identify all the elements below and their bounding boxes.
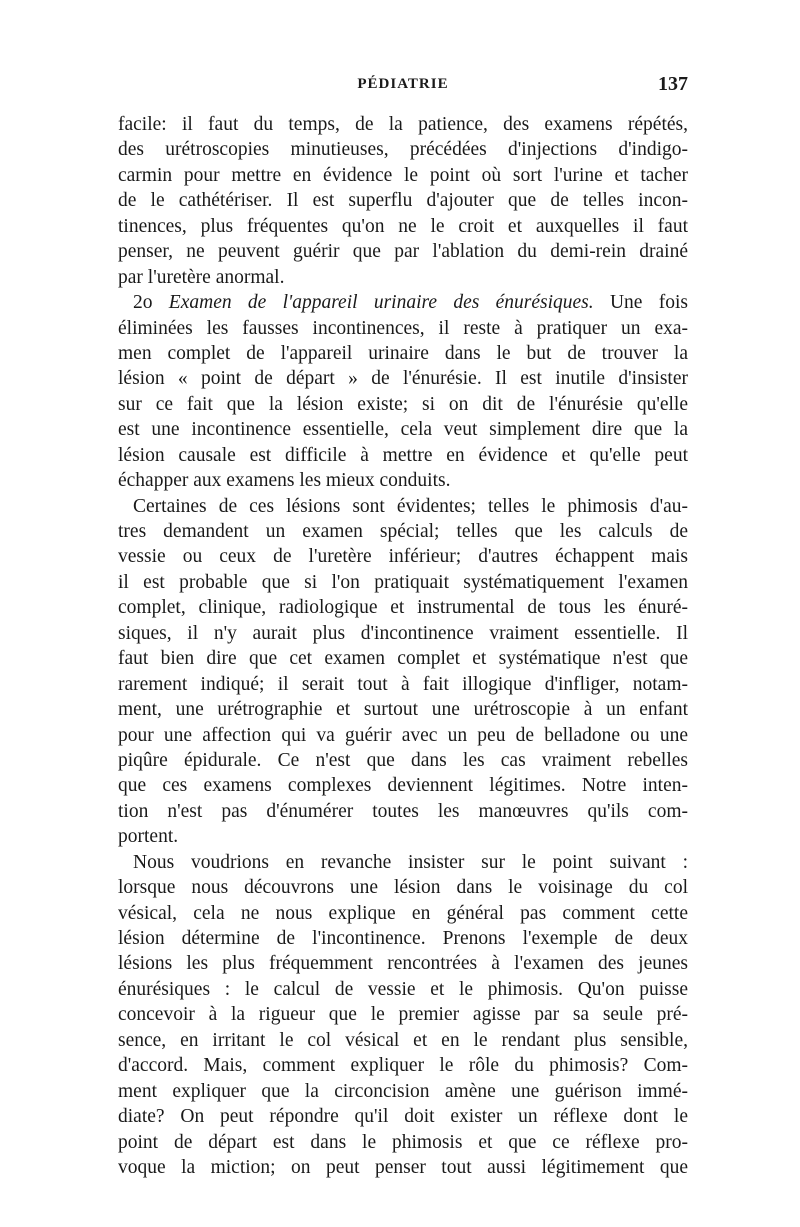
text-line: il est probable que si l'on pratiquait systématiquement l'examen: [118, 571, 688, 593]
text-line: est une incontinence essentielle, cela veut simplement dire que la: [118, 419, 688, 441]
text-line: point de départ est dans le phimosis et que ce réflexe pro-: [118, 1131, 688, 1153]
section-number: 2o: [133, 292, 169, 314]
text-line: lésion « point de départ » de l'énurésie. Il est inutile d'insister: [118, 368, 688, 390]
text-line: de le cathétériser. Il est superflu d'ajouter que de telles incon-: [118, 190, 688, 212]
text-line: échapper aux examens les mieux conduits.: [118, 470, 451, 492]
text-line: tres demandent un examen spécial; telles que les calculs de: [118, 521, 688, 542]
text-line: penser, ne peuvent guérir que par l'ablation du demi-rein drainé: [118, 241, 688, 263]
text-line: énurésiques : le calcul de vessie et le phimosis. Qu'on puisse: [118, 978, 688, 1000]
text-line: voque la miction; on peut penser tout aussi légitimement que: [118, 1156, 688, 1178]
section-heading-line: [118, 290, 688, 315]
text-line: Certaines de ces lésions sont évidentes; telles le phimosis d'au-: [133, 495, 688, 517]
section-title: Examen de l'appareil urinaire des énurésiques.: [168, 292, 594, 314]
text-line: Nous voudrions en revanche insister sur le point suivant :: [133, 851, 688, 873]
text-line: sur ce fait que la lésion existe; si on dit de l'énurésie qu'elle: [118, 393, 688, 415]
text-line: vessie ou ceux de l'uretère inférieur; d'autres échappent mais: [118, 546, 688, 568]
text-line: lorsque nous découvrons une lésion dans le voisinage du col: [118, 877, 688, 899]
text-line: éliminées les fausses incontinences, il reste à pratiquer un exa-: [118, 317, 688, 339]
body-text: [118, 112, 688, 1180]
text-line: lésions les plus fréquemment rencontrées à l'examen des jeunes: [118, 953, 688, 975]
text-line: par l'uretère anormal.: [118, 266, 285, 288]
text-line: diate? On peut répondre qu'il doit exister un réflexe dont le: [118, 1106, 688, 1128]
text-line: carmin pour mettre en évidence le point où sort l'urine et tacher: [118, 164, 688, 186]
text-line: ment, une urétrographie et surtout une urétroscopie à un enfant: [118, 699, 688, 721]
text-line: rarement indiqué; il serait tout à fait illogique d'infliger, notam-: [118, 673, 688, 695]
page-header: [118, 73, 688, 102]
text-line: vésical, cela ne nous explique en général pas comment cette: [118, 902, 688, 924]
text-line: que ces examens complexes deviennent légitimes. Notre inten-: [118, 775, 688, 797]
text-line: pour une affection qui va guérir avec un peu de belladone ou une: [118, 724, 688, 746]
text-line: des urétroscopies minutieuses, précédées d'injections d'indigo-: [118, 139, 688, 161]
text-line: lésion causale est difficile à mettre en évidence et qu'elle peut: [118, 444, 688, 466]
text-line: siques, il n'y aurait plus d'incontinence vraiment essentielle. Il: [118, 622, 688, 644]
page-number: 137: [658, 73, 688, 95]
text-line: men complet de l'appareil urinaire dans le but de trouver la: [118, 342, 688, 364]
text-line: concevoir à la rigueur que le premier agisse par sa seule pré-: [118, 1004, 688, 1026]
text-line: tion n'est pas d'énumérer toutes les manœuvres qu'ils com-: [118, 800, 688, 822]
text-line: ment expliquer que la circoncision amène une guérison immé-: [118, 1080, 688, 1102]
text-line: faut bien dire que cet examen complet et systématique n'est que: [118, 648, 688, 670]
text-line: tinences, plus fréquentes qu'on ne le croit et auxquelles il faut: [118, 215, 688, 237]
running-head: PÉDIATRIE: [357, 76, 449, 92]
text-line: lésion détermine de l'incontinence. Prenons l'exemple de deux: [118, 928, 688, 949]
text-line: complet, clinique, radiologique et instrumental de tous les énuré-: [118, 597, 688, 619]
text-line: piqûre épidurale. Ce n'est que dans les cas vraiment rebelles: [118, 749, 688, 771]
text-line: facile: il faut du temps, de la patience, des examens répétés,: [118, 114, 688, 135]
text-line: sence, en irritant le col vésical et en le rendant plus sensible,: [118, 1029, 688, 1051]
text-line-tail: Une fois: [593, 292, 688, 314]
text-line: portent.: [118, 826, 179, 848]
text-line: d'accord. Mais, comment expliquer le rôle du phimosis? Com-: [118, 1055, 688, 1077]
